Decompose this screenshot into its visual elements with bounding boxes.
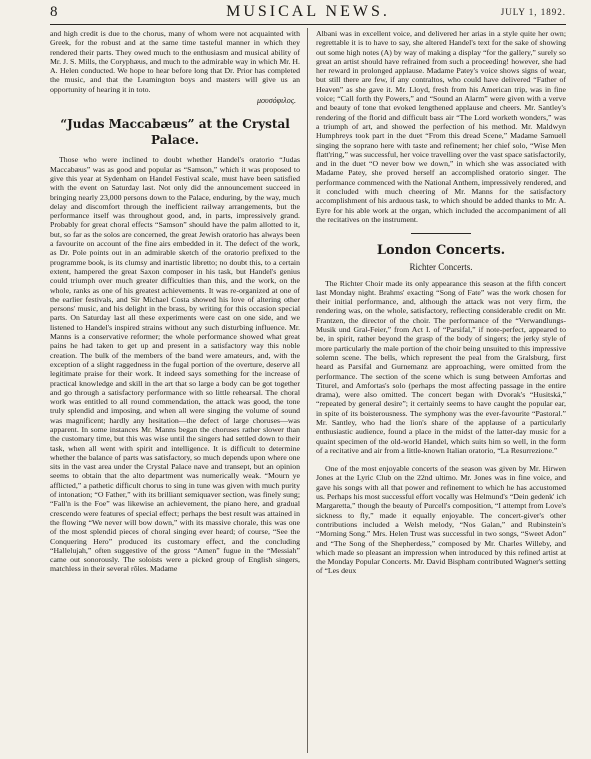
page-number: 8 (50, 4, 58, 20)
richter-concert-paragraph: The Richter Choir made its only appearance this season at the fifth concert last Monday night. Brahms' exacting “Song of Fate” was the work chosen for their initial performance, and, although the attack was not very firm, the rendering was, on the whole, satisfactory, reflecting considerable credit on Mr. Frantzen, the director of the choir. The performance of the “Verwandlungs-Musik und Gral-Feier,” from Act I. of “Parsifal,” if note-perfect, appeared to be, in spirit, rather beyond the grasp of the body of singers; the jerky style of more particularly the male portion of the choir being unsuited to this impressive solemn scene. The bells, which represent the peal from the Gralsburg, first heard as Parsifal and Gurnemanz are approaching, were omitted from the performance. The section of the scene which is sung between Amfortas and Titurel, and Amfortas's solo (perhaps the most affecting passage in the entire drama), were also omitted. The concert began with Dvorak's “Husitská,” “repeated by general desire”; it certainly seems to have caught the popular ear, in spite of its boisterousness. The symphony was the ever-favourite “Pastoral.” Mr. Santley, who had the lion's share of the applause of a particularly enthusiastic audience, found a place in the midst of the latter-day music for a quaint specimen of the old-world Handel, which suits him so well, in the form of a recitative and air from a little-known Italian oratorio, “La Resurrezione.” (316, 278, 566, 455)
page-header (50, 0, 566, 22)
article-title-continued: Palace. (151, 133, 199, 148)
header-rule (50, 24, 566, 25)
article-title: “Judas Maccabæus” at the Crystal (60, 117, 290, 132)
previous-article-ending: and high credit is due to the chorus, many of whom were not acquainted with Greek, for the robust and at the same time tasteful manner in which they rendered their parts. They owed much to the enthusiasm and musical ability of Mr. J. S. Mills, the Coryphæus, and much to the admirable way in which Mr. H. A. Helen conducted. We hope to hear before long that Dr. Prior has completed the music, and that the Leamington boys and masters will give us an opportunity of hearing it in toto. (50, 29, 300, 94)
masthead: MUSICAL NEWS. (226, 3, 390, 20)
paragraph-gap (316, 455, 566, 464)
article-body: Those who were inclined to doubt whether Handel's oratorio “Judas Maccabæus” was as good and popular as “Samson,” which it was proposed to give this year at Sydenham on Handel Festival scale, must have been satisfied with the event on Saturday last. Not only did the announcement succeed in bringing nearly 23,000 persons down to the Palace, enduring, by the way, much delay and discomfort through the inefficient railway arrangements, but the performance itself was throughout good, and, in parts, impressively grand. Probably for great choral effects “Samson” should have the palm allotted to it, but, so far as the solos are concerned, the great Jewish oratorio has always been a favourite on account of the fine airs embedded in it. The defect of the work, as Dr. Pole points out in an admirable sketch of the oratorio prefixed to the programme book, is its clumsy and inartistic libretto; no doubt this, to a certain extent, hampered the great Saxon composer in his task, but Handel's genius could triumph over much greater difficulties than this, and the work, on the whole, ranks as one of his greatest achievements. It was re-organized at one of the earlier festivals, and Sir Michael Costa showed his love of altering other persons' music, and his delight in the brass, by writing for this occasion special parts. On Saturday last all these experiments were cast on one side, and we listened to Handel's inspired strains without any such disturbing influence. Mr. Manns is a conservative reformer; the whole performance showed what great pains he had taken to get up and present in a satisfactory way this noble creation. The bulk of the members of the band were amateurs, and, with the exception of a slight raggedness in the fugal portion of the overture, deserve all legitimate praise for their work. It indeed says something for the increase of practical knowledge and skill in the art that so large a body can be got together and go through a satisfactory performance with so little rehearsal. The choral work was entitled to all round commendation, the attack was good, the tone truly splendid and imposing, and when all were singing the volume of sound was magnificent; hardly any hesitation—the defect of large choruses—was apparent. In some instances Mr. Manns began the choruses rather slower than the customary time, but this was wise until the singers had settled down to their task, when all went with spirit and intelligence. It is difficult to determine whether the balance of parts was satisfactory, so much depends upon where one sits in the vast area under the Crystal Palace nave and transept, but an opinion seems to obtain that the alto department was numerically weak. “Mourn ye afflicted,” a pathetic difficult chorus to sing in tune was given with much purity of intonation; “O Father,” with its brilliant semiquaver section, was finely sung; “Fall'n is the Foe” was likewise an achievement, the piano here, and gradual crescendo were features of special effect; perhaps the best result was attained in the flowing “We never will bow down,” with its massive chorale, this was one of the most splendid pieces of choral singing ever heard; of course, “See the Conquering Hero” produced its customary effect, and the concluding “Hallelujah,” often suggestive of the gross “Amen” fugue in the “Messiah” came out sonorously. The soloists were a picked group of English singers, matchless in their several rôles. Madame (50, 155, 300, 574)
section-title: London Concerts. (376, 243, 506, 259)
issue-date: JULY 1, 1892. (500, 7, 566, 17)
article-continuation: Albani was in excellent voice, and delivered her arias in a style quite her own; regrettable it is to have to say, she altered Handel's text for the sake of showing out some high notes (A) by way of making a display “for the gallery,” surely so great an artist should have refrained from such a proceeding! however, she had her reward in prolonged applause. Madame Patey's voice shows signs of wear, but still there are few, if any contraltos, who could have delivered “Father of Heaven” as she gave it. Mr. Lloyd, fresh from his American trip, was in fine voice; “Call forth thy Powers,” and “Sound an Alarm” were given with a verve and beauty of tone that evoked lengthened applause and cheers. Mr. Santley's rendering of the florid and difficult bass air “The Lord worketh wonders,” was a triumph of art, and showed the perfection of his method. Mr. Maldwyn Humphreys took part in the duet “From this dread Scene,” Madame Samuell singing the soprano here with taste and refinement; her chief solo, “Wise Men flatt'ring,” was successful, her voice travelling over the vast space satisfactorily, and in the duet “O never bow we down,” in which she was associated with Madame Patey, she proved herself an accomplished oratorio singer. The performance commenced with the National Anthem, impressively rendered, and it concluded with much cheering of Mr. Manns for the satisfactory accomplishment of his arduous task, to which should be added thanks to Mr. A. Eyre for his able work at the organ, which included the accompaniment of all the recitatives on the instrument. (316, 29, 566, 224)
left-column (50, 29, 300, 574)
section-separator (411, 233, 471, 234)
column-divider (307, 28, 308, 753)
right-column (316, 29, 566, 576)
lyric-club-paragraph: One of the most enjoyable concerts of the season was given by Mr. Hirwen Jones at the Lyric Club on the 22nd ultimo. Mr. Jones was in fine voice, and gave his songs with all that power and refinement to which he has accustomed us. Perhaps his most successful effort vocally was Helmund's “Dein gedenk' ich Margaretta,” though the beauty of Purcell's composition, “I attempt from Love's sickness to fly,” made it equally enjoyable. The concert-giver's other contributions included a Welsh melody, “Nos Galan,” and Rubinstein's “Morning Song.” Mrs. Helen Trust was successful in two songs, “Sweet Adon” and “The Song of the Shepherdess,” composed by Mr. Charles Willeby, and which made so pleasant an impression when introduced by this refined artist at the Monday Popular Concerts. Mr. David Bispham contributed Wagner's setting of “Les deux (316, 464, 566, 576)
section-subtitle: Richter Concerts. (409, 262, 473, 273)
author-signature: μουσόφιλος. (257, 96, 296, 106)
